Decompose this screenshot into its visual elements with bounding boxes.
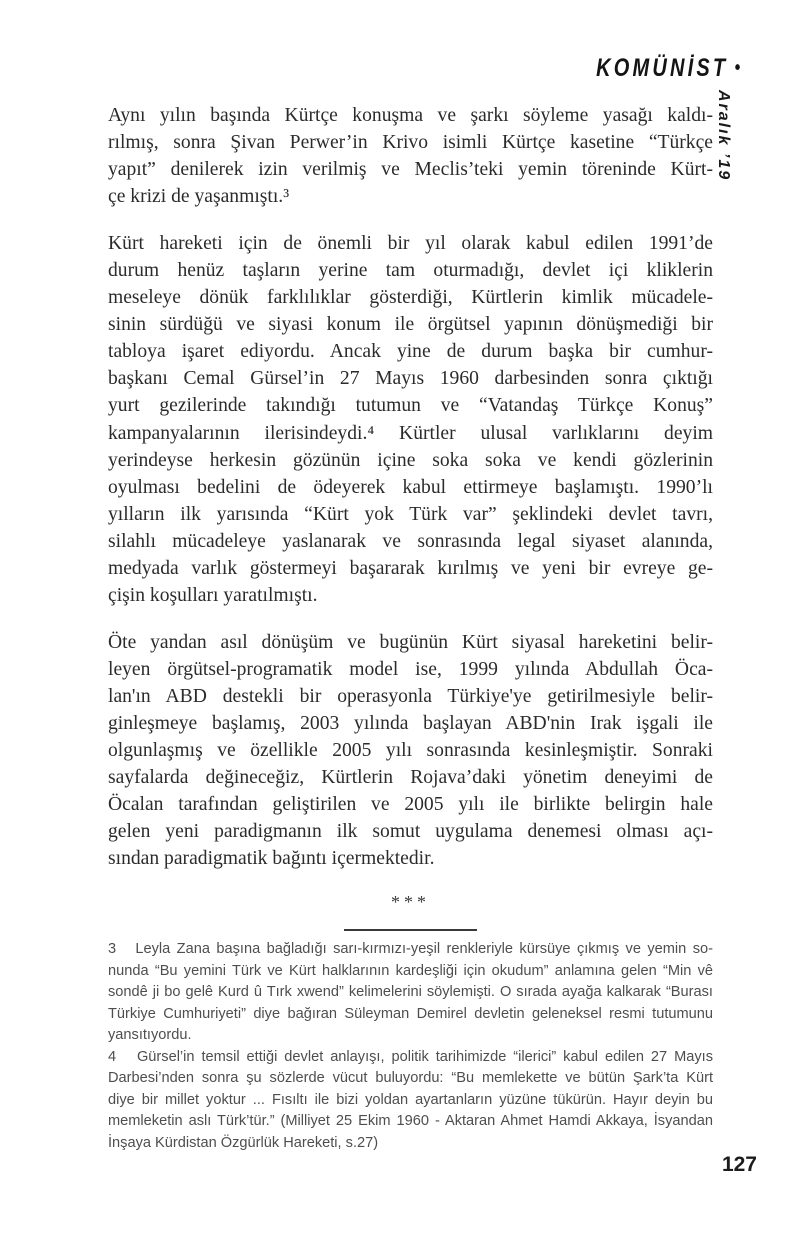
text-line: meseleye dönük farklılıklar gösterdiği, Kürtlerin kimlik mücadele- (108, 287, 713, 309)
text-line: nunda “Bu yemini Türk ve Kürt halklarının kardeşliği için okudum” anlamına gelen “Min vê (108, 962, 713, 979)
section-separator-stars: *** (391, 892, 430, 913)
text-line: tabloya işaret ediyordu. Ancak yine de durum başka bir cumhur- (108, 341, 713, 363)
text-line: çişin koşulları yaratılmıştı. (108, 585, 318, 607)
text-line: leyen örgütsel-programatik model ise, 1999 yılında Abdullah Öca- (108, 658, 713, 680)
text-line: Aynı yılın başında Kürtçe konuşma ve şarkı söyleme yasağı kaldı- (108, 105, 713, 126)
text-line: Öte yandan asıl dönüşüm ve bugünün Kürt siyasal hareketini belir- (108, 631, 713, 653)
text-line: rılmış, sonra Şivan Perwer’in Krivo isimli Kürtçe kasetine “Türkçe (108, 132, 713, 154)
text-line: gelen yeni paradigmanın ilk somut uygulama denemesi olması açı- (108, 821, 713, 843)
text-line: sayfalarda değineceğiz, Kürtlerin Rojava’daki yönetim deneyimi de (108, 767, 713, 789)
body-paragraph-3 (108, 629, 713, 873)
text-line: kampanyalarının ilerisindeydi.⁴ Kürtler ulusal varlıklarını deyim (108, 422, 713, 444)
text-line: Öcalan tarafından geliştirilen ve 2005 yılı ile birlikte belirgin hale (108, 794, 713, 816)
text-line: Türkiye Cumhuriyeti” diye bağıran Süleyman Demirel devletin geleneksel resmi tutumunu (108, 1005, 713, 1022)
footnote-3 (108, 939, 713, 1047)
text-line: medyada varlık göstermeyi başararak kırılmış ve yeni bir evreye ge- (108, 558, 713, 579)
text-line: silahlı mücadeleye yaslanarak ve sonrasında legal siyaset alanında, (108, 530, 713, 552)
body-paragraph-2 (108, 230, 713, 609)
magazine-title: KOMÜNİST (595, 54, 728, 82)
body-paragraph-1 (108, 102, 713, 210)
text-line: durum henüz taşların yerine tam oturmadığı, devlet içi kliklerin (108, 259, 713, 281)
text-line: oyulması bedelini de ödeyerek kabul ettirmeye başlamıştı. 1990’lı (108, 476, 713, 498)
footnote-rule (344, 929, 477, 931)
text-line: Kürt hareketi için de önemli bir yıl olarak kabul edilen 1991’de (108, 232, 713, 254)
text-line: sından paradigmatik bağıntı içermektedir. (108, 848, 435, 870)
text-line: yansıtıyordu. (108, 1027, 192, 1044)
issue-label-vertical: Aralık ’19 (715, 90, 732, 182)
text-line: 4 Gürsel’in temsil ettiği devlet anlayışı, politik tarihimizde “ilerici” kabul edilen 27 Mayıs (108, 1048, 713, 1065)
text-line: yılların ilk yarısında “Kürt yok Türk var” şeklindeki devlet tavrı, (108, 503, 713, 525)
footnote-4 (108, 1047, 713, 1155)
page-number: 127 (721, 1153, 757, 1176)
text-line: sondê ji bo gelê Kurd û Tırk xwend” kelimelerini söylemişti. O sırada ayağa kalkarak “Burası (108, 984, 713, 1001)
text-line: ginleşmeye başlamış, 2003 yılında başlayan ABD'nin Irak işgali ile (108, 712, 713, 734)
text-line: yerindeyse herkesin gözünün içine soka soka ve kendi gözlerinin (108, 449, 713, 471)
text-line: sinin sürdüğü ve siyasi konum ile örgütsel yapının dönüşmediği bir (108, 314, 713, 336)
masthead-bullet-icon: • (734, 57, 740, 79)
masthead (596, 54, 740, 83)
article-body (108, 102, 713, 1154)
text-line: İnşaya Kürdistan Özgürlük Hareketi, s.27) (108, 1134, 379, 1151)
text-line: çe krizi de yaşanmıştı.³ (108, 186, 290, 208)
text-line: yurt gezilerinde takındığı tutumun ve “Vatandaş Türkçe Konuş” (108, 395, 713, 417)
text-line: diye bir millet yoktur ... Fısıltı ile bizi yoldan ayartanların yüzüne tükürün. Hayır deyin bu (108, 1091, 713, 1108)
text-line: memleketin aslı Türk’tür.” (Milliyet 25 Ekim 1960 - Aktaran Ahmet Hamdi Akkaya, İsyandan (108, 1113, 713, 1130)
text-line: Darbesi’nden sonra şu sözlerde vücut buluyordu: “Bu memlekette ve bütün Şark’ta Kürt (108, 1070, 713, 1087)
text-line: başkanı Cemal Gürsel’in 27 Mayıs 1960 darbesinden sonra çıktığı (108, 368, 713, 390)
text-line: 3 Leyla Zana başına bağladığı sarı-kırmızı-yeşil renkleriyle kürsüye çıkmış ve yemin so- (108, 941, 713, 958)
text-line: yapıt” denilerek izin verilmiş ve Meclis’teki yemin töreninde Kürt- (108, 159, 713, 181)
text-line: olgunlaşmış ve özellikle 2005 yılı sonrasında kesinleşmiştir. Sonraki (108, 740, 713, 762)
text-line: lan'ın ABD destekli bir operasyonla Türkiye'ye getirilmesiyle belir- (108, 685, 713, 707)
